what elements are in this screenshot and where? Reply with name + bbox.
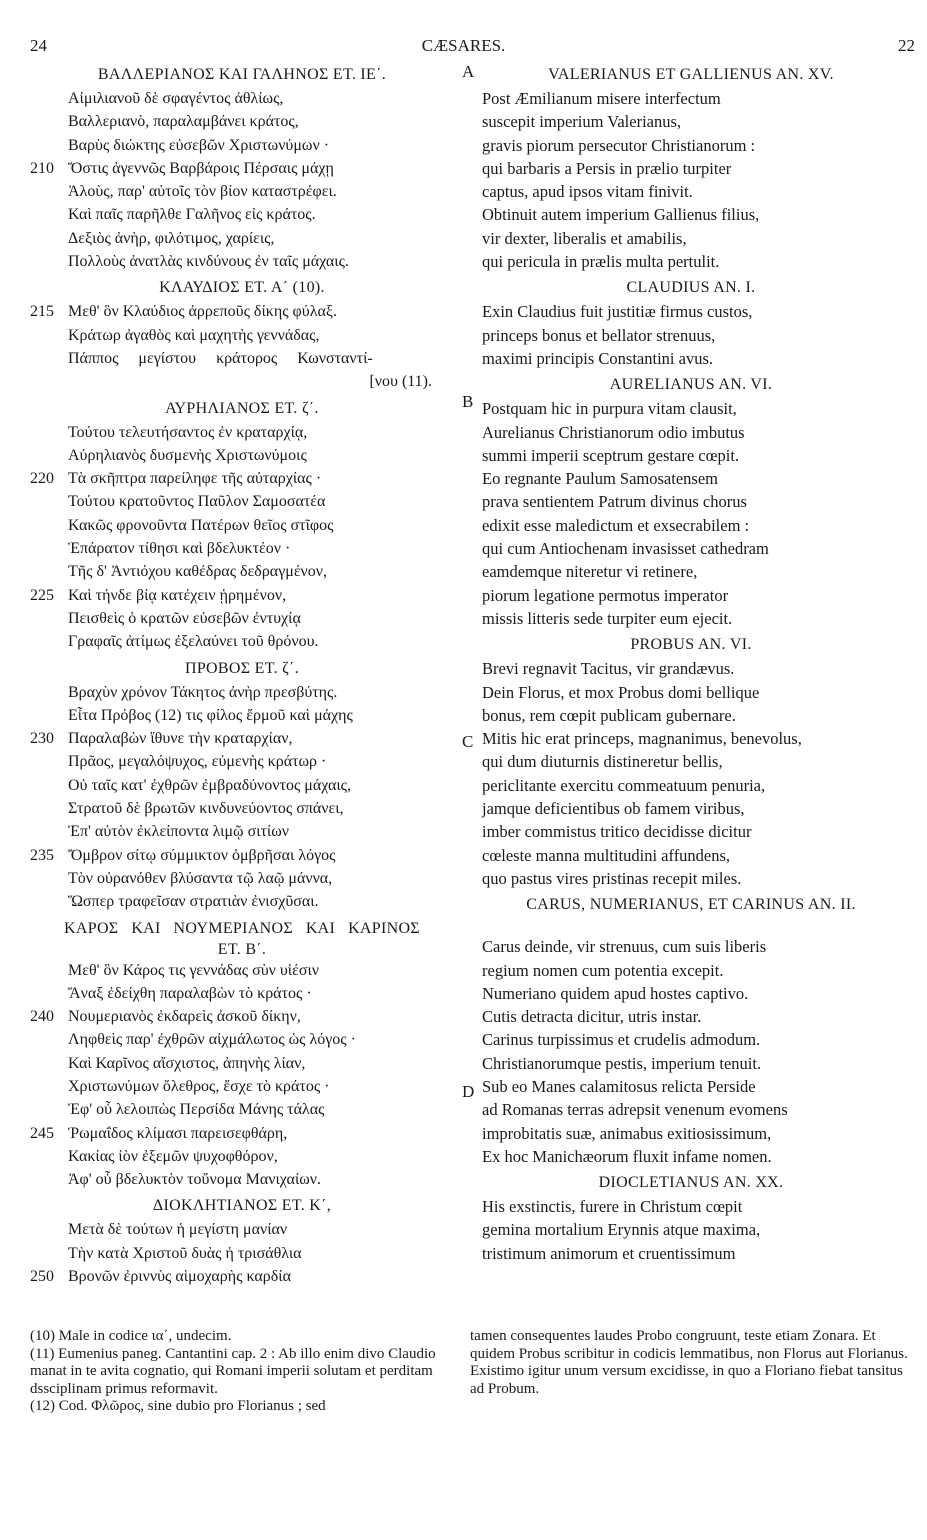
verse-text: Αὐρηλιανὸς δυσμενὴς Χριστωνύμοις (68, 446, 307, 464)
footnote: (10) Male in codice ια΄, undecim. (30, 1328, 232, 1344)
translation-text: regium nomen cum potentia excepit. (482, 960, 724, 980)
greek-verse-line (30, 324, 454, 347)
greek-column (30, 62, 454, 1290)
translation-text: summi imperii sceptrum gestare cœpit. (482, 445, 740, 465)
verse-text: Βαρὺς διώκτης εὐσεβῶν Χριστωνύμων · (68, 136, 330, 154)
greek-verse-line (30, 347, 454, 370)
greek-verse-line (30, 820, 454, 843)
latin-section-title: CARUS, NUMERIANUS, ET CARINUS AN. II. (526, 896, 856, 914)
verse-text: Ληφθεὶς παρ' ἐχθρῶν αἰχμάλωτος ὡς λόγος · (68, 1031, 356, 1049)
greek-verse-line (30, 890, 454, 913)
line-number: 240 (30, 1008, 54, 1026)
greek-verse-line (30, 1052, 454, 1075)
latin-translation-line (466, 467, 916, 490)
latin-translation-line (466, 157, 916, 180)
greek-verse-line (30, 727, 454, 750)
translation-text: ad Romanas terras adrepsit venenum evomens (482, 1100, 788, 1120)
translation-text: eamdemque niteretur vi retinere, (482, 562, 698, 582)
greek-verse-line (30, 982, 454, 1005)
greek-section-title: ΚΑΡΟΣ ΚΑΙ ΝΟΥΜΕΡΙΑΝΟΣ ΚΑΙ ΚΑΡΙΝΟΣ (64, 919, 420, 937)
verse-text: Ἐπ' αὐτὸν ἐκλείποντα λιμῷ σιτίων (68, 823, 289, 841)
greek-section-title: ΠΡΟΒΟΣ ΕΤ. ζ΄. (184, 659, 300, 677)
right-page-number: 22 (898, 36, 915, 55)
greek-verse-line (30, 157, 454, 180)
verse-text: Τῆς δ' Ἀντιόχου καθέδρας δεδραγμένον, (68, 563, 328, 581)
greek-verse-line (30, 250, 454, 273)
verse-text: Καὶ τήνδε βίᾳ κατέχειν ᾑρημένον, (68, 586, 287, 604)
latin-translation-line (466, 444, 916, 467)
footnotes-right (470, 1328, 910, 1398)
verse-text: Εἶτα Πρόβος (12) τις φίλος ἔρμοῦ καὶ μάχης (68, 706, 353, 724)
line-number: 215 (30, 303, 54, 321)
greek-verse-line (30, 1005, 454, 1028)
latin-translation-line (466, 110, 916, 133)
greek-verse-line (30, 1098, 454, 1121)
translation-text: periclitante exercitu commeatuum penuria, (482, 775, 766, 795)
latin-section (462, 632, 916, 890)
verse-text: Ὄμβρον σίτῳ σύμμικτον ὀμβρῆσαι λόγος (68, 846, 336, 864)
line-number: 230 (30, 730, 54, 748)
greek-verse-line (30, 1122, 454, 1145)
translation-text: gemina mortalium Erynnis atque maxima, (482, 1220, 761, 1240)
translation-text: edixit esse maledictum et exsecrabilem : (482, 515, 750, 535)
line-number: 250 (30, 1268, 54, 1286)
translation-text: Eo regnante Paulum Samosatensem (482, 469, 718, 489)
latin-translation-line (466, 820, 916, 843)
latin-translation-line (466, 1242, 916, 1265)
running-title: CÆSARES. (421, 36, 506, 55)
latin-translation-line (466, 203, 916, 226)
translation-text: jamque deficientibus ob famem viribus, (482, 799, 745, 819)
translation-text: Postquam hic in purpura vitam clausit, (482, 399, 737, 419)
line-number: 210 (30, 159, 54, 177)
verse-text: Δεξιὸς ἀνὴρ, φιλότιμος, χαρίεις, (68, 229, 275, 247)
translation-text: tristimum animorum et cruentissimum (482, 1243, 736, 1263)
translation-text: qui dum diuturnis distineretur bellis, (482, 752, 723, 772)
greek-verse-line (30, 134, 454, 157)
translation-text: qui barbaris a Persis in prælio turpiter (482, 158, 732, 178)
greek-verse-line (30, 537, 454, 560)
translation-text: vir dexter, liberalis et amabilis, (482, 228, 687, 248)
latin-translation-line (466, 514, 916, 537)
greek-verse-line (30, 1028, 454, 1051)
latin-translation-line (466, 797, 916, 820)
latin-translation-line (466, 867, 916, 890)
greek-verse-line (30, 1218, 454, 1241)
latin-section (466, 275, 916, 370)
greek-section-title: ΚΛΑΥΔΙΟΣ ΕΤ. Α΄ (10). (159, 279, 325, 297)
line-number: 225 (30, 586, 54, 604)
greek-verse-line (30, 630, 454, 653)
translation-text: maximi principis Constantini avus. (482, 348, 713, 368)
verse-text: Βαλλεριανὸ, παραλαμβάνει κράτος, (68, 113, 299, 131)
translation-text: bonus, rem cœpit publicam gubernare. (482, 705, 736, 725)
verse-text: Κακῶς φρονοῦντα Πατέρων θεῖος στῖφος (68, 516, 334, 534)
greek-verse-line (30, 514, 454, 537)
latin-translation-line (466, 657, 916, 680)
translation-text: princeps bonus et bellator strenuus, (482, 325, 716, 345)
verse-text: Ἁλοὺς, παρ' αὐτοῖς τὸν βίον καταστρέφει. (68, 183, 337, 201)
latin-translation-line (466, 584, 916, 607)
greek-verse-line (30, 704, 454, 727)
greek-section-title-cont: ΕΤ. Β΄. (217, 940, 267, 958)
greek-section-title: ΔΙΟΚΛΗΤΙΑΝΟΣ ΕΤ. Κ΄, (152, 1197, 332, 1215)
translation-text: Carinus turpissimus et crudelis admodum. (482, 1030, 761, 1050)
greek-verse-line (30, 797, 454, 820)
footnote: (12) Cod. Φλῶρος, sine dubio pro Florianus ; sed (30, 1398, 326, 1414)
latin-translation-line (466, 727, 916, 750)
verse-text: Τὸν οὐρανόθεν βλύσαντα τῷ λαῷ μάννα, (68, 869, 333, 887)
translation-text: Christianorumque pestis, imperium tenuit. (482, 1053, 762, 1073)
latin-translation-line (466, 982, 916, 1005)
verse-text: Κράτωρ ἀγαθὸς καὶ μαχητὴς γεννάδας, (68, 326, 320, 344)
greek-verse-line (30, 959, 454, 982)
verse-text: Τούτου κρατοῦντος Παῦλον Σαμοσατέα (68, 493, 326, 511)
footnote: tamen consequentes laudes Probo congruunt, teste etiam Zonara. Et quidem Probus scribitur in codicis lemmatibus, non Florus aut Florianus. Existimo igitur unum versum excidisse, in quo a Floriano fiebat tansitus ad Probum. (470, 1328, 908, 1397)
translation-text: Brevi regnavit Tacitus, vir grandævus. (482, 659, 735, 679)
margin-section-marker: C (462, 732, 474, 752)
greek-verse-line (30, 560, 454, 583)
greek-verse-line (30, 490, 454, 513)
line-number: 245 (30, 1124, 54, 1142)
greek-section (30, 396, 454, 654)
translation-text: piorum legatione permotus imperator (482, 585, 729, 605)
verse-text: Μεθ' ὃν Κάρος τις γεννάδας σὺν υἱέσιν (68, 961, 319, 979)
margin-section-marker: B (462, 392, 474, 412)
latin-section-title: CLAUDIUS AN. I. (626, 279, 756, 297)
verse-text: Ἀφ' οὗ βδελυκτὸν τοὔνομα Μανιχαίων. (68, 1171, 322, 1189)
latin-section (462, 62, 916, 273)
latin-translation-line (466, 704, 916, 727)
greek-verse-line (30, 681, 454, 704)
latin-translation-line (466, 774, 916, 797)
greek-verse-line (30, 607, 454, 630)
latin-section-title: PROBUS AN. VI. (630, 636, 752, 654)
translation-text: quo pastus vires pristinas recepit miles. (482, 868, 742, 888)
translation-text: captus, apud ipsos vitam finivit. (482, 182, 693, 202)
margin-section-marker: A (462, 62, 475, 81)
greek-section (30, 1193, 454, 1288)
greek-verse-line (30, 774, 454, 797)
verse-text: Πολλοὺς ἀνατλὰς κινδύνους ἐν ταῖς μάχαις. (68, 253, 349, 271)
translation-text: Post Æmilianum misere interfectum (482, 89, 721, 108)
verse-text: Ὅστις ἀγεννῶς Βαρβάροις Πέρσαις μάχῃ (68, 159, 334, 177)
latin-translation-line (466, 227, 916, 250)
verse-text: Ἐπάρατον τίθησι καὶ βδελυκτέον · (68, 540, 291, 558)
greek-section-title: ΒΑΛΛΕΡΙΑΝΟΣ ΚΑΙ ΓΑΛΗΝΟΣ ΕΤ. ΙΕ΄. (97, 66, 387, 83)
verse-text: Αἰμιλιανοῦ δὲ σφαγέντος ἀθλίως, (68, 90, 284, 107)
translation-text: Ex hoc Manichæorum fluxit infame nomen. (482, 1146, 772, 1166)
greek-verse-line (30, 467, 454, 490)
greek-section-title: ΑΥΡΗΛΙΑΝΟΣ ΕΤ. ζ΄. (165, 399, 319, 417)
latin-translation-line (466, 250, 916, 273)
latin-translation-line (466, 300, 916, 323)
latin-section (466, 1170, 916, 1265)
latin-translation-line (466, 1195, 916, 1218)
latin-translation-line (466, 607, 916, 630)
latin-translation-line (466, 1145, 916, 1168)
translation-text: gravis piorum persecutor Christianorum : (482, 135, 756, 155)
verse-text: [νου (11). (369, 373, 432, 391)
verse-text: Καὶ Καρῖνος αἴσχιστος, ἀπηνὴς λίαν, (68, 1054, 306, 1072)
latin-translation-line (466, 180, 916, 203)
verse-text: Βρονῶν ἐριννὺς αἱμοχαρὴς καρδία (68, 1268, 291, 1286)
latin-section (462, 892, 916, 1168)
verse-text: Βραχὺν χρόνον Τάκητος ἀνὴρ πρεσβύτης. (68, 683, 338, 701)
footnotes-left (30, 1328, 448, 1416)
translation-text: improbitatis suæ, animabus exitiosissimum, (482, 1123, 772, 1143)
translation-text: Sub eo Manes calamitosus relicta Perside (482, 1076, 756, 1096)
greek-verse-line (30, 844, 454, 867)
verse-text: Οὐ ταῖς κατ' ἐχθρῶν ἐμβραδύνοντος μάχαις, (68, 776, 352, 794)
translation-text: Exin Claudius fuit justitiæ firmus custos, (482, 302, 753, 322)
verse-text: Κακίας ἰὸν ἐξεμῶν ψυχοφθόρον, (68, 1147, 278, 1165)
verse-text: Ἄναξ ἐδείχθη παραλαβὼν τὸ κράτος · (68, 984, 312, 1002)
verse-text: Μετὰ δὲ τούτων ἡ μεγίστη μανίαν (68, 1221, 288, 1239)
translation-text: qui cum Antiochenam invasisset cathedram (482, 539, 769, 559)
greek-section (30, 916, 454, 1192)
verse-text: Τούτου τελευτήσαντος ἐν κραταρχίᾳ, (68, 423, 308, 441)
translation-text: cœleste manna multitudini affundens, (482, 845, 731, 865)
latin-translation-line (466, 681, 916, 704)
latin-translation-line (466, 560, 916, 583)
greek-verse-line (30, 421, 454, 444)
translation-text: imber commistus tritico decidisse dicitur (482, 822, 752, 842)
translation-text: Numeriano quidem apud hostes captivo. (482, 983, 749, 1003)
greek-verse-line (30, 1145, 454, 1168)
verse-text: Παραλαβὼν ἴθυνε τὴν κραταρχίαν, (68, 730, 293, 748)
greek-verse-line (30, 1075, 454, 1098)
translation-text: Carus deinde, vir strenuus, cum suis liberis (482, 937, 767, 957)
verse-text: Καὶ παῖς παρῆλθε Γαλῆνος εἰς κράτος. (68, 206, 316, 224)
translation-text: Cutis detracta dicitur, utris instar. (482, 1007, 702, 1027)
greek-section (30, 275, 454, 393)
verse-text: Πεισθεὶς ὁ κρατῶν εὐσεβῶν ἐντυχίᾳ (68, 609, 301, 627)
verse-text: Ἐφ' οὗ λελοιπὼς Περσίδα Μάνης τάλας (68, 1101, 325, 1119)
latin-translation-line (466, 87, 916, 110)
latin-translation-line (466, 490, 916, 513)
latin-translation-line (466, 1052, 916, 1075)
latin-translation-line (466, 844, 916, 867)
line-number: 235 (30, 846, 54, 864)
latin-translation-line (466, 959, 916, 982)
latin-section-title: AURELIANUS AN. VI. (609, 376, 773, 394)
latin-translation-line (466, 347, 916, 370)
footnote: (11) Eumenius paneg. Cantantini cap. 2 : Ab illo enim divo Claudio manat in te avita cognatio, qui Romani imperii solutam et perditam dssciplinam primus reformavit. (30, 1345, 436, 1397)
verse-text: Ῥωμαΐδος κλίμασι παρεισεφθάρη, (68, 1124, 288, 1142)
latin-section (462, 372, 916, 630)
translation-text: suscepit imperium Valerianus, (482, 112, 682, 132)
greek-verse-line (30, 227, 454, 250)
verse-text: Χριστωνύμων ὄλεθρος, ἔσχε τὸ κράτος · (68, 1077, 330, 1095)
greek-verse-line (30, 87, 454, 110)
latin-section-title: DIOCLETIANUS AN. XX. (598, 1174, 784, 1192)
translation-text: Obtinuit autem imperium Gallienus filius, (482, 205, 760, 225)
latin-column (462, 62, 916, 1267)
greek-verse-line (30, 444, 454, 467)
verse-text: Τὰ σκῆπτρα παρείληφε τῆς αὐταρχίας · (68, 470, 322, 488)
translation-text: missis litteris sede turpiter eum ejecit. (482, 608, 733, 628)
greek-verse-line (30, 867, 454, 890)
latin-translation-line (466, 750, 916, 773)
latin-translation-line (466, 1218, 916, 1241)
translation-text: qui pericula in prælis multa pertulit. (482, 252, 720, 272)
translation-text: Mitis hic erat princeps, magnanimus, benevolus, (482, 729, 802, 749)
latin-section-title: VALERIANUS ET GALLIENUS AN. XV. (548, 66, 834, 83)
greek-verse-line (30, 300, 454, 323)
greek-verse-line (30, 1265, 454, 1288)
greek-section (30, 62, 454, 273)
translation-text: Aurelianus Christianorum odio imbutus (482, 422, 745, 442)
translation-text: Dein Florus, et mox Probus domi bellique (482, 682, 760, 702)
greek-verse-line (30, 370, 454, 393)
latin-translation-line (466, 134, 916, 157)
line-number: 220 (30, 470, 54, 488)
greek-verse-line (30, 110, 454, 133)
greek-section (30, 656, 454, 914)
latin-translation-line (466, 935, 916, 958)
verse-text: Στρατοῦ δὲ βρωτῶν κινδυνεύοντος σπάνει, (68, 800, 344, 818)
verse-text: Νουμεριανὸς ἐκδαρεὶς ἀσκοῦ δίκην, (68, 1008, 301, 1026)
translation-text: prava sentientem Patrum divinus chorus (482, 492, 747, 512)
greek-verse-line (30, 203, 454, 226)
latin-translation-line (466, 1098, 916, 1121)
translation-text: His exstinctis, furere in Christum cœpit (482, 1197, 743, 1217)
latin-translation-line (466, 1028, 916, 1051)
greek-verse-line (30, 1242, 454, 1265)
left-page-number: 24 (30, 36, 47, 55)
greek-verse-line (30, 180, 454, 203)
greek-verse-line (30, 584, 454, 607)
verse-text: Γραφαῖς ἀτίμως ἐξελαύνει τοῦ θρόνου. (68, 633, 319, 651)
margin-section-marker: D (462, 1082, 475, 1102)
latin-translation-line (466, 537, 916, 560)
latin-translation-line (466, 324, 916, 347)
latin-translation-line (466, 1122, 916, 1145)
greek-verse-line (30, 1168, 454, 1191)
verse-text: Πρᾶος, μεγαλόψυχος, εὐμενὴς κράτωρ · (68, 753, 327, 771)
verse-text: Ὥσπερ τραφεῖσαν στρατιὰν ἐνισχῦσαι. (68, 893, 319, 911)
latin-translation-line (466, 1075, 916, 1098)
latin-translation-line (466, 421, 916, 444)
verse-text: Πάππος μεγίστου κράτορος Κωνσταντί- (68, 349, 373, 367)
verse-text: Τὴν κατὰ Χριστοῦ δυὰς ἡ τρισάθλια (68, 1244, 302, 1262)
verse-text: Μεθ' ὃν Κλαύδιος ἀρρεποῦς δίκης φύλαξ. (68, 303, 337, 321)
greek-verse-line (30, 750, 454, 773)
latin-translation-line (466, 1005, 916, 1028)
latin-translation-line (466, 397, 916, 420)
